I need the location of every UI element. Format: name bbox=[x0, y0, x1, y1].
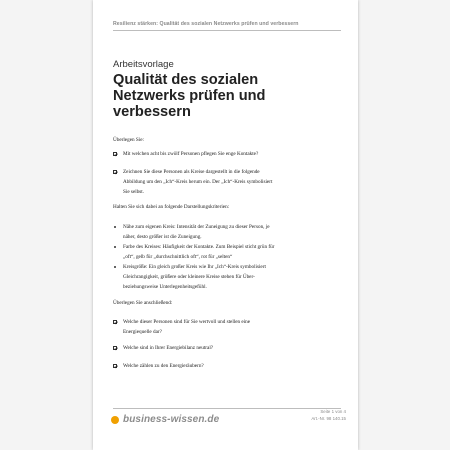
checklist-item: Welche sind in Ihrer Energiebilanz neutral? bbox=[123, 345, 214, 351]
checklist-item: Welche zählen zu den Energieräubern? bbox=[123, 363, 204, 369]
brand-logo bbox=[111, 414, 219, 425]
footer-divider bbox=[113, 408, 341, 409]
checkbox-icon bbox=[113, 364, 117, 368]
page-info bbox=[311, 409, 346, 422]
bullet-item: Kreisgröße: Ein gleich großer Kreis wie Ihr „Ich“-Kreis symbolisiert Gleichrangigkeit, größere oder kleinere Kreise stehen für Über- beziehungsweise Unterlegenheitsgefühl. bbox=[123, 264, 266, 290]
article-number: Art.-Nr. 98 140.15 bbox=[311, 415, 346, 421]
checkbox-icon bbox=[113, 170, 117, 174]
bullet-icon bbox=[114, 226, 116, 228]
intro-text: Halten Sie sich dabei an folgende Darstellungskriterien: bbox=[113, 204, 230, 210]
title-line: Netzwerks prüfen und bbox=[113, 88, 266, 104]
checkbox-icon bbox=[113, 152, 117, 156]
bullet-icon bbox=[114, 266, 116, 268]
logo-text: business-wissen.de bbox=[123, 414, 220, 425]
title-line: Qualität des sozialen bbox=[113, 72, 259, 88]
checkbox-icon bbox=[113, 346, 117, 350]
checklist-item: Zeichnen Sie diese Personen als Kreise dargestellt in die folgende Abbildung um den „Ich“-Kreis herum ein. Der „Ich“-Kreis symbolisiert Sie selbst. bbox=[123, 169, 273, 195]
page-number: Seite 1 von 4 bbox=[320, 409, 346, 414]
bullet-item: Farbe des Kreises: Häufigkeit der Kontakte. Zum Beispiel sticht grün für „oft“, gelb für „durchschnittlich oft“, rot für „selten“ bbox=[123, 244, 275, 260]
document-page bbox=[93, 0, 358, 450]
logo-dot-icon bbox=[111, 416, 119, 424]
header-divider bbox=[113, 30, 341, 31]
bullet-item: Nähe zum eigenen Kreis: Intensität der Zuneigung zu dieser Person, je näher, desto größer ist die Zuneigung. bbox=[123, 224, 270, 240]
running-header: Resilienz stärken: Qualität des sozialen Netzwerks prüfen und verbessern bbox=[113, 21, 299, 27]
bullet-icon bbox=[114, 246, 116, 248]
title-line: verbessern bbox=[113, 104, 191, 120]
checkbox-icon bbox=[113, 320, 117, 324]
checklist-item: Mit welchen acht bis zwölf Personen pflegen Sie enge Kontakte? bbox=[123, 151, 259, 157]
intro-text: Überlegen Sie anschließend: bbox=[113, 300, 173, 306]
intro-text: Überlegen Sie: bbox=[113, 137, 144, 143]
document-title bbox=[113, 72, 343, 120]
document-subtitle: Arbeitsvorlage bbox=[113, 59, 174, 70]
checklist-item: Welche dieser Personen sind für Sie wertvoll und stellen eine Energiequelle dar? bbox=[123, 319, 251, 335]
